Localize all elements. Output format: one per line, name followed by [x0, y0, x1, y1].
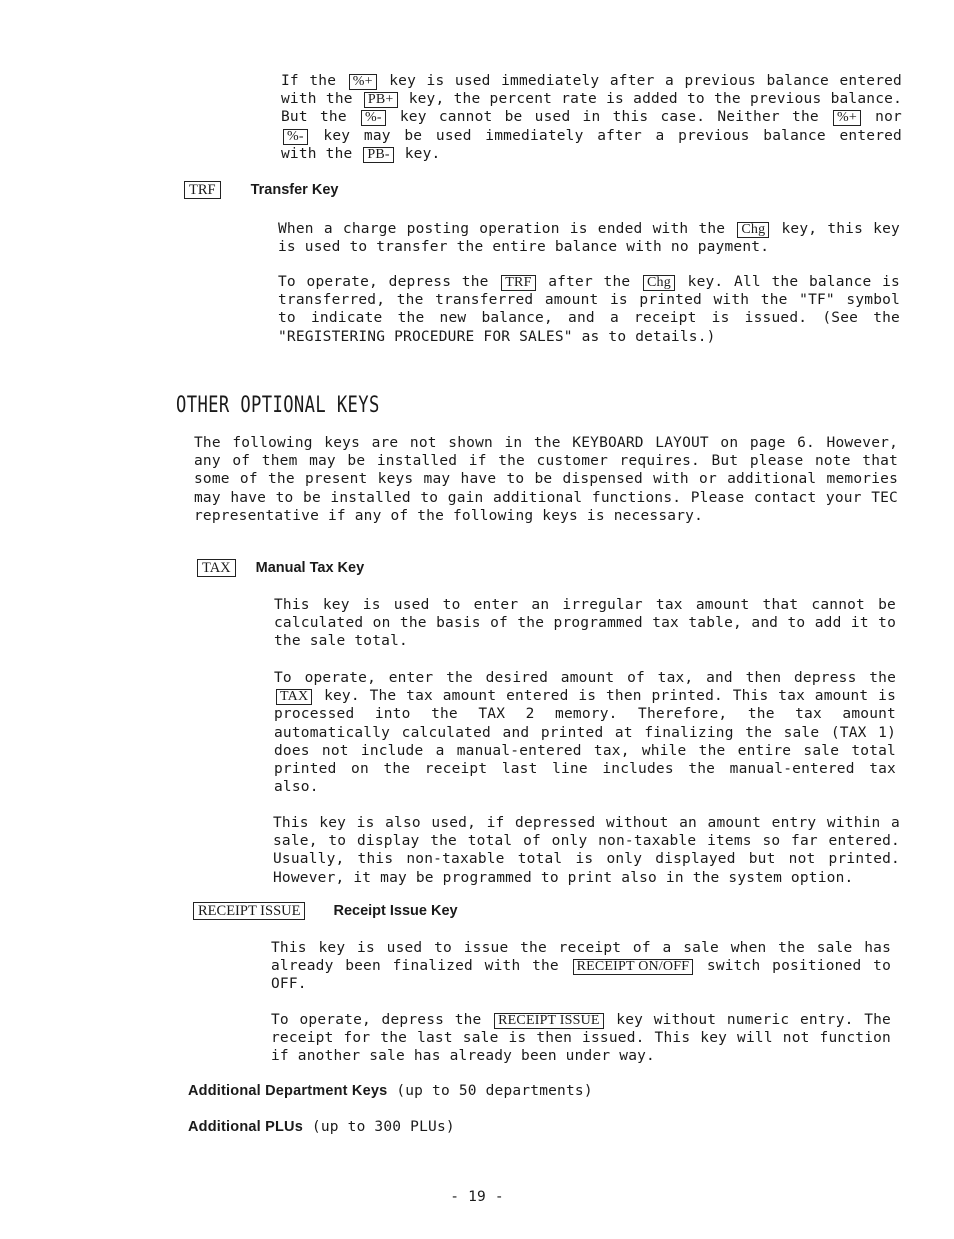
page-number: - 19 - [450, 1189, 504, 1205]
intro-line-1: If the %+ key is used immediately after a previous balance entered [281, 73, 902, 89]
tax-paragraph-1: This key is used to enter an irregular tax amount that cannot be calculated on the basis of the programmed tax table, and to add it to the sale total. [274, 597, 896, 650]
pb-minus-key-label: PB- [363, 147, 393, 163]
receipt-paragraph-1: This key is used to issue the receipt of a sale when the sale has already been finalized with the RECEIPT ON/OFF switch positioned to OFF. [271, 940, 892, 993]
receipt-on-off-switch-label: RECEIPT ON/OFF [573, 959, 694, 975]
chg-key-label: Chg [737, 222, 769, 238]
tax-paragraph-2: To operate, enter the desired amount of tax, and then depress the TAX key. The tax amount entered is then printed. This tax amount is processed into the TAX 2 memory. Therefore, the tax amount automatically calculated and printed at finalizing the sale (TAX 1) does not include a manual-entered tax, while the entire sale total printed on the receipt last line includes the manual-entered tax also. [274, 670, 897, 796]
trf-paragraph-2: To operate, depress the TRF after the Chg key. All the balance is transferred, the transferred amount is printed with the "TF" symbol to indicate the new balance, and a receipt is issued. (See the "REGISTERING PROCEDURE FOR SALES" as to details.) [278, 274, 900, 345]
intro-line-5: with the PB- key. [281, 145, 441, 162]
additional-department-keys: Additional Department Keys (up to 50 departments) [188, 1083, 593, 1099]
section-intro-paragraph: The following keys are not shown in the KEYBOARD LAYOUT on page 6. However, any of them may be installed if the customer requires. But please note that some of the present keys may have to be dispensed with or additional memories may have to be installed to gain additional functions. Please contact your TEC representative if any of the following keys is necessary. [194, 435, 898, 524]
tax-key-label: TAX [276, 689, 312, 705]
trf-key-label: TRF [501, 275, 535, 291]
tax-key-heading [197, 559, 364, 577]
receipt-issue-key-label: RECEIPT ISSUE [494, 1013, 604, 1029]
trf-key-heading [184, 181, 338, 199]
trf-paragraph-1: When a charge posting operation is ended with the Chg key, this key is used to transfer the entire balance with no payment. [278, 221, 900, 256]
tax-key-title: Manual Tax Key [255, 560, 365, 576]
receipt-issue-key-title: Receipt Issue Key [333, 903, 458, 919]
receipt-paragraph-2: To operate, depress the RECEIPT ISSUE key without numeric entry. The receipt for the last sale is then issued. This key will not function if another sale has already been under way. [271, 1012, 891, 1065]
intro-line-3: But the %- key cannot be used in this case. Neither the %+ nor [281, 109, 902, 126]
chg-key-label: Chg [643, 275, 675, 291]
additional-plus: Additional PLUs (up to 300 PLUs) [188, 1119, 455, 1135]
intro-line-2: with the PB+ key, the percent rate is added to the previous balance. [281, 91, 903, 108]
receipt-issue-key-heading [193, 902, 458, 920]
pct-minus-key-label: %- [283, 129, 308, 145]
tax-paragraph-3: This key is also used, if depressed without an amount entry within a sale, to display the total of only non-taxable items so far entered. Usually, this non-taxable total is only displayed but not printed. However, it may be programmed to print also in the system option. [273, 815, 900, 886]
section-title: OTHER OPTIONAL KEYS [176, 393, 380, 418]
tax-key-label: TAX [197, 559, 236, 577]
intro-paragraph [281, 72, 902, 163]
pct-plus-key-label: %+ [349, 74, 377, 90]
pb-plus-key-label: PB+ [364, 92, 398, 108]
trf-key-title: Transfer Key [250, 182, 339, 198]
pct-plus-key-label: %+ [833, 110, 861, 126]
pct-minus-key-label: %- [361, 110, 386, 126]
receipt-issue-key-label: RECEIPT ISSUE [193, 902, 305, 920]
intro-line-4: %- key may be used immediately after a previous balance entered [281, 127, 902, 145]
trf-key-label: TRF [184, 181, 221, 199]
